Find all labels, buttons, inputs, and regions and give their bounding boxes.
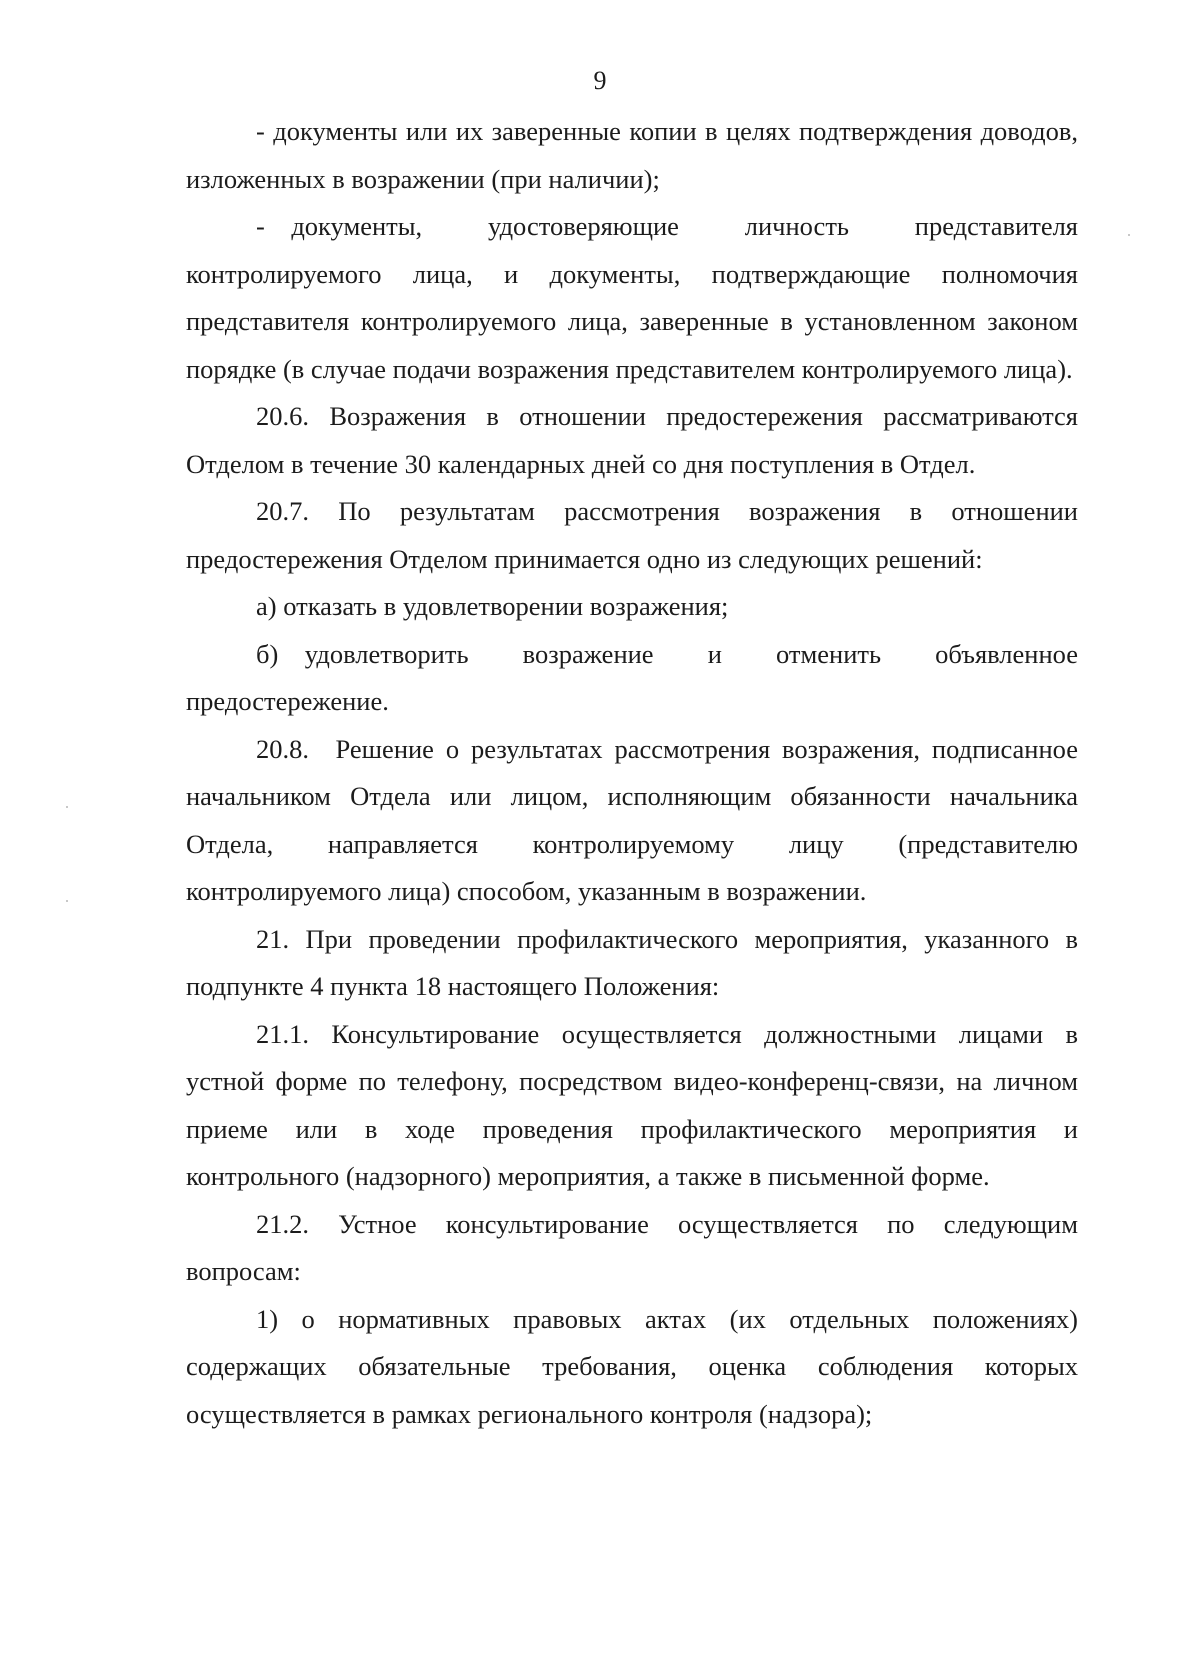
paragraph-20-7-a: а) отказать в удовлетворении возражения; bbox=[256, 591, 729, 621]
scan-speck bbox=[1128, 234, 1130, 236]
paragraph-20-6: 20.6. Возражения в отношении предостережения рассматриваются Отделом в течение 30 календарных дней со дня поступления в Отдел. bbox=[186, 401, 1078, 479]
scan-speck bbox=[66, 900, 68, 902]
paragraph-21: 21. При проведении профилактического мероприятия, указанного в подпункте 4 пункта 18 настоящего Положения: bbox=[186, 923, 1078, 1001]
page-number: 9 bbox=[593, 66, 607, 95]
paragraph-21-2: 21.2. Устное консультирование осуществляется по следующим вопросам: bbox=[186, 1208, 1078, 1286]
paragraph-20-8: 20.8. Решение о результатах рассмотрения возражения, подписанное начальником Отдела или лицом, исполняющим обязанности начальника Отдела, направляется контролируемому лицу (представителю контролируемого лица) способом, указанным в возражении. bbox=[186, 733, 1078, 906]
paragraph-representative-documents: - документы, удостоверяющие личность представителя контролируемого лица, и документы, подтверждающие полномочия представителя контролируемого лица, заверенные в установленном законом порядке (в случае подачи возражения представителем контролируемого лица). bbox=[186, 211, 1078, 384]
paragraph-20-7: 20.7. По результатам рассмотрения возражения в отношении предостережения Отделом принимается одно из следующих решений: bbox=[186, 496, 1078, 574]
paragraph-20-7-b: б) удовлетворить возражение и отменить объявленное предостережение. bbox=[186, 638, 1078, 716]
document-body bbox=[186, 108, 1078, 1438]
scan-speck bbox=[66, 806, 68, 808]
paragraph-21-2-item-1: 1) о нормативных правовых актах (их отдельных положениях) содержащих обязательные требования, оценка соблюдения которых осуществляется в рамках регионального контроля (надзора); bbox=[186, 1303, 1078, 1429]
paragraph-documents-copies: - документы или их заверенные копии в целях подтверждения доводов, изложенных в возражении (при наличии); bbox=[186, 116, 1078, 194]
paragraph-21-1: 21.1. Консультирование осуществляется должностными лицами в устной форме по телефону, посредством видео-конференц-связи, на личном приеме или в ходе проведения профилактического мероприятия и контрольного (надзорного) мероприятия, а также в письменной форме. bbox=[186, 1018, 1078, 1191]
